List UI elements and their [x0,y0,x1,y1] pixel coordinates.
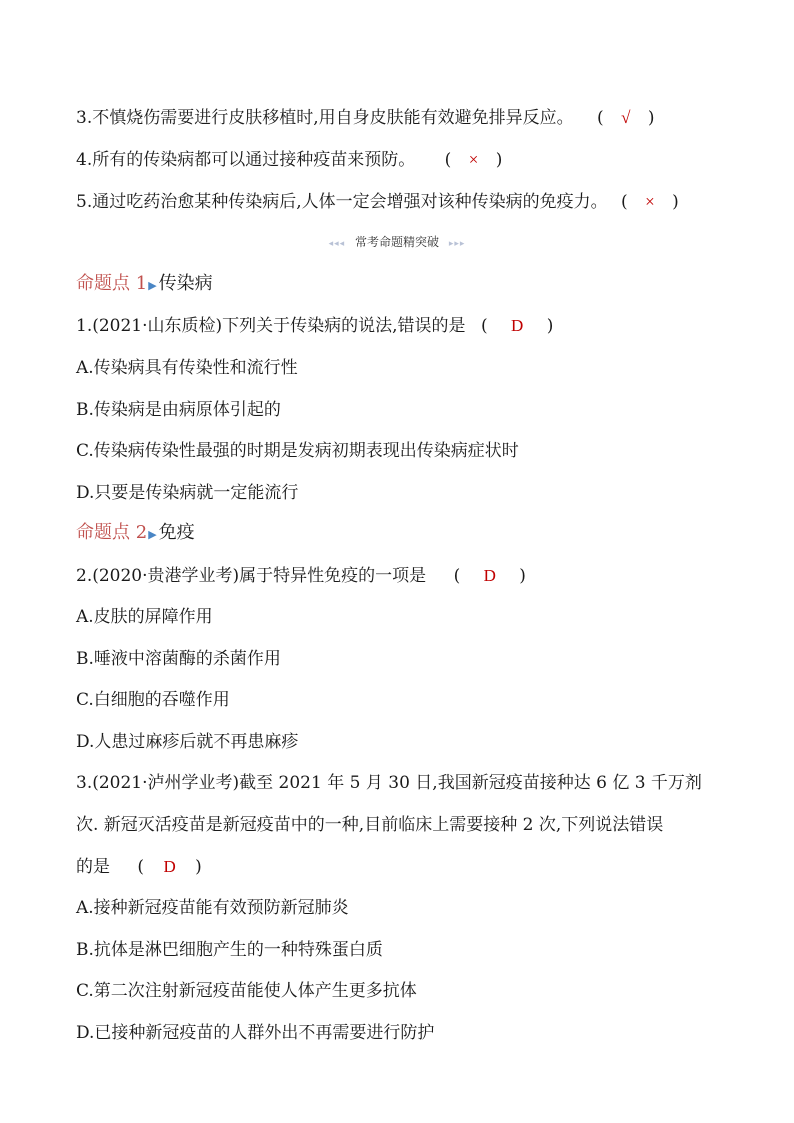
question-answer: D [483,566,496,585]
banner-right-decoration: ▸▸▸ [448,239,466,249]
option-item: A.皮肤的屏障作用 [76,607,213,627]
question-answer: D [163,857,176,876]
triangle-right-icon: ▶ [148,279,157,292]
option-item: D.已接种新冠疫苗的人群外出不再需要进行防护 [76,1023,435,1043]
option-item: C.第二次注射新冠疫苗能使人体产生更多抗体 [76,981,417,1001]
option-item: C.传染病传染性最强的时期是发病初期表现出传染病症状时 [76,441,519,461]
option-item: C.白细胞的吞噬作用 [76,690,230,710]
option-item: B.传染病是由病原体引起的 [76,400,281,420]
judgment-item: 5.通过吃药治愈某种传染病后,人体一定会增强对该种传染病的免疫力。 ( × ) [76,192,679,212]
judgment-answer: × [645,192,655,211]
section-label: 命题点 2 [76,522,148,543]
option-item: A.传染病具有传染性和流行性 [76,358,298,378]
judgment-item: 3.不慎烧伤需要进行皮肤移植时,用自身皮肤能有效避免排异反应。 ( √ ) [76,108,655,128]
question-stem-continued: 次. 新冠灭活疫苗是新冠疫苗中的一种,目前临床上需要接种 2 次,下列说法错误 [76,815,664,835]
option-item: A.接种新冠疫苗能有效预防新冠肺炎 [76,898,349,918]
section-heading [76,520,195,548]
section-title: 传染病 [158,273,213,294]
judgment-text: 3.不慎烧伤需要进行皮肤移植时,用自身皮肤能有效避免排异反应。 [76,108,574,128]
banner-left-decoration: ◂◂◂ [328,239,346,249]
option-item: D.人患过麻疹后就不再患麻疹 [76,732,299,752]
question-stem-continued: 的是 ( D ) [76,857,202,877]
judgment-item: 4.所有的传染病都可以通过接种疫苗来预防。 ( × ) [76,150,503,170]
option-item: B.唾液中溶菌酶的杀菌作用 [76,649,281,669]
question-stem: 2.(2020·贵港学业考)属于特异性免疫的一项是 ( D ) [76,566,526,586]
section-title: 免疫 [158,522,195,543]
option-item: D.只要是传染病就一定能流行 [76,483,299,503]
section-label: 命题点 1 [76,273,148,294]
question-stem: 3.(2021·泸州学业考)截至 2021 年 5 月 30 日,我国新冠疫苗接种达 6 亿 3 千万剂 [76,773,702,793]
judgment-answer: √ [621,108,631,127]
section-heading [76,271,213,299]
banner-title: 常考命题精突破 [354,235,439,249]
triangle-right-icon: ▶ [148,528,157,541]
judgment-text: 5.通过吃药治愈某种传染病后,人体一定会增强对该种传染病的免疫力。 [76,192,608,212]
judgment-text: 4.所有的传染病都可以通过接种疫苗来预防。 [76,150,416,170]
question-answer: D [511,316,524,335]
judgment-answer: × [468,150,479,169]
option-item: B.抗体是淋巴细胞产生的一种特殊蛋白质 [76,940,383,960]
question-stem: 1.(2021·山东质检)下列关于传染病的说法,错误的是 ( D ) [76,316,554,336]
section-banner [0,233,794,250]
